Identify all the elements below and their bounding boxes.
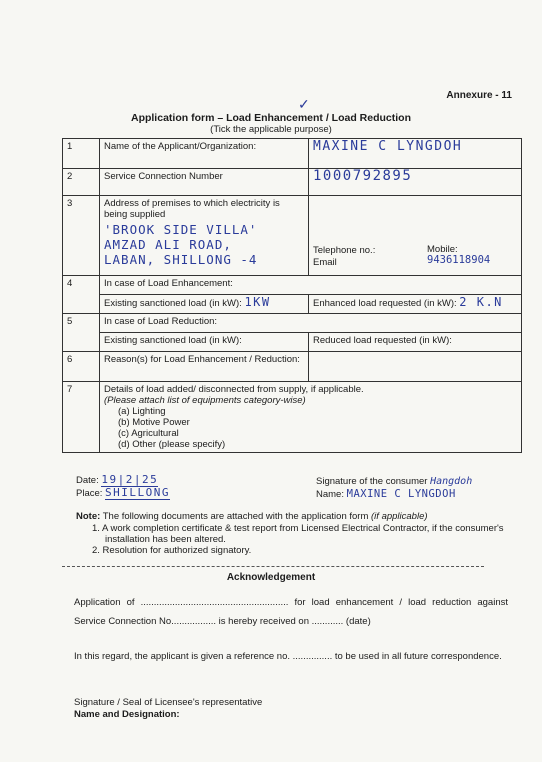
mobile-group — [427, 244, 521, 266]
list-item: (c) Agricultural — [118, 428, 179, 439]
email-label: Email — [313, 257, 337, 268]
load-details-note: (Please attach list of equipments category-wise) — [104, 395, 306, 406]
mobile-label: Mobile: — [427, 244, 458, 255]
reasons-label: Reason(s) for Load Enhancement / Reduction: — [100, 352, 309, 382]
acknowledgement-title: Acknowledgement — [226, 572, 316, 583]
existing-load-value: 1KW — [244, 295, 271, 309]
date-label: Date: — [76, 475, 99, 486]
consumer-signature[interactable]: Hangdoh — [430, 476, 473, 487]
applicant-name-field[interactable] — [309, 139, 522, 169]
enhanced-load-value: 2 K.N — [459, 295, 503, 309]
consumer-name-group — [316, 488, 456, 500]
address-field[interactable] — [100, 196, 309, 276]
row-reasons — [63, 352, 522, 382]
date-value[interactable]: 19|2|25 — [101, 473, 159, 486]
note-italic: (if applicable) — [371, 511, 428, 522]
address-line: AMZAD ALI ROAD, — [104, 237, 232, 252]
application-table — [62, 138, 522, 453]
list-item: (d) Other (please specify) — [118, 439, 226, 450]
form-subtitle: (Tick the applicable purpose) — [210, 124, 332, 135]
row-load-enhancement — [63, 276, 522, 295]
signature-label: Signature of the consumer — [316, 476, 428, 487]
reference-paragraph: In this regard, the applicant is given a reference no. ............... to be used in all future correspondence. — [74, 651, 502, 662]
licensee-signature-label: Signature / Seal of Licensee's representative — [74, 697, 263, 708]
enhanced-load-field[interactable] — [309, 295, 522, 314]
row-address — [63, 196, 522, 276]
consumer-name-value[interactable]: MAXINE C LYNGDOH — [346, 488, 456, 500]
load-category-list — [118, 406, 517, 450]
place-group — [76, 486, 170, 499]
annexure-label: Annexure - 11 — [446, 90, 512, 101]
form-title: Application form – Load Enhancement / Load Reduction — [130, 112, 412, 124]
load-details-field[interactable] — [100, 382, 522, 453]
contact-field[interactable] — [309, 196, 522, 276]
service-connection-field[interactable] — [309, 169, 522, 196]
reasons-field[interactable] — [309, 352, 522, 382]
row-number: 6 — [63, 352, 100, 382]
mobile-value: 9436118904 — [427, 254, 491, 266]
row-service-connection — [63, 169, 522, 196]
applicant-name-label: Name of the Applicant/Organization: — [100, 139, 309, 169]
row-number: 5 — [63, 314, 100, 352]
row-number: 3 — [63, 196, 100, 276]
service-connection-value: 1000792895 — [313, 168, 413, 184]
existing-load-label: Existing sanctioned load (in kW): — [104, 298, 242, 309]
consumer-name-label: Name: — [316, 489, 344, 500]
note-block — [76, 511, 516, 522]
load-reduction-title: In case of Load Reduction: — [100, 314, 522, 333]
row-applicant-name — [63, 139, 522, 169]
service-connection-label: Service Connection Number — [100, 169, 309, 196]
address-label: Address of premises to which electricity is being supplied — [104, 198, 280, 220]
acknowledgement-paragraph: Application of ........................................................ for load enhancement / load reduction against Service Connection No................. is hereby received on ............ (date) — [74, 597, 508, 627]
place-label: Place: — [76, 488, 103, 499]
row-number: 2 — [63, 169, 100, 196]
telephone-label: Telephone no.: — [313, 245, 376, 256]
list-item: 2. Resolution for authorized signatory. — [92, 545, 252, 556]
divider — [62, 566, 484, 567]
note-text: The following documents are attached with the application form — [102, 511, 369, 522]
name-designation-label: Name and Designation: — [74, 709, 180, 720]
row-load-details — [63, 382, 522, 453]
row-number: 7 — [63, 382, 100, 453]
list-item: 1. A work completion certificate & test report from Licensed Electrical Contractor, if the consumer's installation has been altered. — [92, 523, 504, 545]
reduction-existing-load-field[interactable]: Existing sanctioned load (in kW): — [100, 333, 309, 352]
row-load-enhancement-values — [63, 295, 522, 314]
row-load-reduction-values — [63, 333, 522, 352]
address-line: LABAN, SHILLONG -4 — [104, 252, 258, 267]
place-value[interactable]: SHILLONG — [105, 486, 171, 499]
list-item: (a) Lighting — [118, 406, 166, 417]
enhanced-load-label: Enhanced load requested (in kW): — [313, 298, 457, 309]
note-label: Note: — [76, 511, 101, 522]
row-number: 1 — [63, 139, 100, 169]
check-mark: ✓ — [298, 96, 310, 112]
reduced-load-field[interactable]: Reduced load requested (in kW): — [309, 333, 522, 352]
signature-group — [316, 476, 472, 487]
row-load-reduction — [63, 314, 522, 333]
applicant-name-value: MAXINE C LYNGDOH — [313, 139, 463, 154]
list-item: (b) Motive Power — [118, 417, 190, 428]
row-number: 4 — [63, 276, 100, 314]
address-line: 'BROOK SIDE VILLA' — [104, 222, 258, 237]
date-group — [76, 473, 158, 486]
load-enhancement-title: In case of Load Enhancement: — [100, 276, 522, 295]
note-list — [92, 523, 520, 556]
load-details-label: Details of load added/ disconnected from supply, if applicable. — [104, 384, 364, 395]
existing-load-field[interactable] — [100, 295, 309, 314]
address-value — [104, 222, 304, 267]
